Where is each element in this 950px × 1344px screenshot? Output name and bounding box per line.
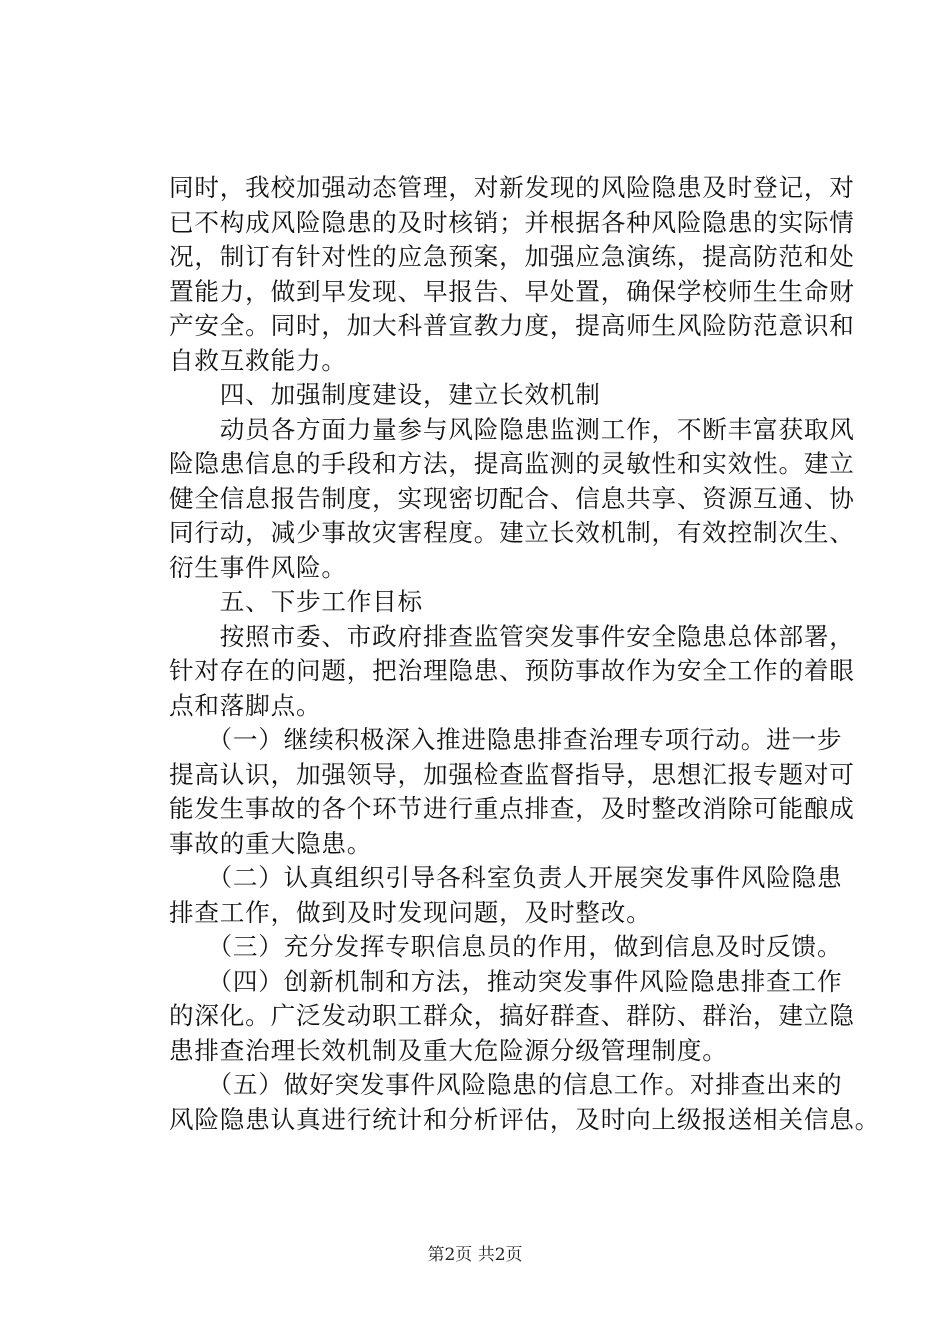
text-line: 风险隐患认真进行统计和分析评估，及时向上级报送相关信息。: [169, 1104, 881, 1134]
text-line: 按照市委、市政府排查监管突发事件安全隐患总体部署，: [169, 621, 855, 651]
text-line: 患排查治理长效机制及重大危险源分级管理制度。: [169, 1035, 728, 1065]
text-line: 衍生事件风险。: [169, 552, 347, 582]
text-line: 针对存在的问题，把治理隐患、预防事故作为安全工作的着眼: [169, 656, 855, 685]
section-heading-5: 五、下步工作目标: [169, 587, 423, 616]
text-line: （一）继续积极深入推进隐患排查治理专项行动。进一步: [169, 725, 843, 754]
text-line: （三）充分发挥专职信息员的作用，做到信息及时反馈。: [169, 932, 843, 961]
text-line: （四）创新机制和方法，推动突发事件风险隐患排查工作: [169, 966, 843, 996]
text-line: 产安全。同时，加大科普宣教力度，提高师生风险防范意识和: [169, 311, 855, 340]
text-line: 的深化。广泛发动职工群众，搞好群查、群防、群治，建立隐: [169, 1001, 855, 1030]
text-line: 置能力，做到早发现、早报告、早处置，确保学校师生生命财: [169, 276, 855, 306]
text-line: （五）做好突发事件风险隐患的信息工作。对排查出来的: [169, 1070, 843, 1099]
text-line: 险隐患信息的手段和方法，提高监测的灵敏性和实效性。建立: [169, 449, 855, 478]
text-line: 事故的重大隐患。: [169, 828, 373, 858]
text-line: 能发生事故的各个环节进行重点排查，及时整改消除可能酿成: [169, 794, 855, 823]
text-line: 提高认识，加强领导，加强检查监督指导，思想汇报专题对可: [169, 759, 855, 789]
text-line: 同时，我校加强动态管理，对新发现的风险隐患及时登记，对: [169, 173, 855, 202]
section-heading-4: 四、加强制度建设，建立长效机制: [169, 380, 601, 409]
text-line: （二）认真组织引导各科室负责人开展突发事件风险隐患: [169, 863, 843, 892]
page-number-footer: 第2页 共2页: [427, 1245, 523, 1265]
text-line: 动员各方面力量参与风险隐患监测工作，不断丰富获取风: [169, 414, 855, 444]
body-text: [169, 171, 881, 1137]
text-line: 排查工作，做到及时发现问题，及时整改。: [169, 897, 652, 927]
text-line: 健全信息报告制度，实现密切配合、信息共享、资源互通、协: [169, 483, 855, 513]
text-line: 点和落脚点。: [169, 690, 322, 720]
text-line: 已不构成风险隐患的及时核销；并根据各种风险隐患的实际情: [169, 207, 855, 237]
text-line: 自救互救能力。: [169, 345, 347, 375]
text-line: 同行动，减少事故灾害程度。建立长效机制，有效控制次生、: [169, 518, 855, 547]
text-line: 况，制订有针对性的应急预案，加强应急演练，提高防范和处: [169, 242, 855, 271]
